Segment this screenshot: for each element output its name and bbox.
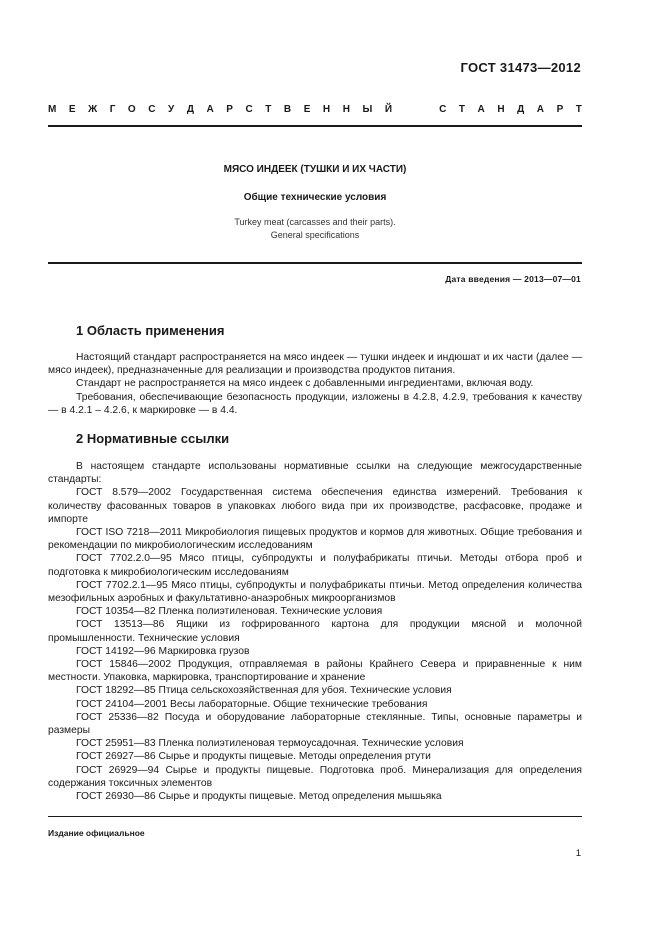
reference-item: ГОСТ 8.579—2002 Государственная система обеспечения единства измерений. Требования к количеству фасованных товаров в упаковках любого вида при их производстве, расфасовке, продаже и импорте <box>48 487 582 525</box>
reference-item: ГОСТ 7702.2.1—95 Мясо птицы, субпродукты и полуфабрикаты птичьи. Метод определения количества мезофильных аэробных и факультативно-анаэробных микроорганизмов <box>48 579 582 605</box>
reference-item: ГОСТ 24104—2001 Весы лабораторные. Общие технические требования <box>76 698 428 710</box>
banner-letter: Т <box>265 104 272 115</box>
banner-letter: С <box>439 104 447 115</box>
banner-letter: А <box>536 104 545 115</box>
reference-item: ГОСТ 13513—86 Ящики из гофрированного картона для продукции мясной и молочной промышленности. Технические условия <box>48 619 582 644</box>
banner-letter: Р <box>226 104 233 115</box>
page-number: 1 <box>575 848 581 859</box>
section-1-body <box>48 351 582 417</box>
introduction-date: Дата введения — 2013—07—01 <box>445 274 581 284</box>
paragraph: В настоящем стандарте использованы нормативные ссылки на следующие межгосударственные стандарты: <box>48 461 582 486</box>
reference-item: ГОСТ ISO 7218—2011 Микробиология пищевых продуктов и кормов для животных. Общие требования и рекомендации по микробиологическим исследованиям <box>48 527 582 552</box>
banner-letter: Д <box>517 104 525 115</box>
reference-item: ГОСТ 26929—94 Сырье и продукты пищевые. Подготовка проб. Минерализация для определения содержания токсичных элементов <box>48 764 582 789</box>
banner-letter: Ы <box>362 104 373 115</box>
banner-letter: Т <box>458 104 465 115</box>
banner-letter: Е <box>303 104 311 115</box>
document-title: МЯСО ИНДЕЕК (ТУШКИ И ИХ ЧАСТИ) <box>223 164 407 175</box>
section-1-heading: 1 Область применения <box>76 323 225 338</box>
banner-letter: Д <box>186 104 194 115</box>
banner-letter: Й <box>384 104 393 115</box>
banner-letter: А <box>477 104 485 115</box>
banner-letter: Е <box>68 104 76 115</box>
paragraph: Требования, обеспечивающие безопасность продукции, изложены в 4.2.8, 4.2.9, требования к качеству — в 4.2.1 – 4.2.6, к маркировке — в 4.4. <box>48 391 582 416</box>
section-2-body <box>48 460 582 803</box>
banner-letter: У <box>168 104 175 115</box>
banner-letter: Ж <box>88 104 98 115</box>
banner-letter: Т <box>575 104 582 115</box>
banner-letter: С <box>245 104 253 115</box>
banner-gap <box>405 104 427 115</box>
document-subtitle: Общие технические условия <box>243 192 387 203</box>
top-divider <box>48 125 582 127</box>
reference-item: ГОСТ 26927—86 Сырье и продукты пищевые. Методы определения ртути <box>76 751 431 763</box>
document-number: ГОСТ 31473—2012 <box>460 60 581 75</box>
reference-item: ГОСТ 25951—83 Пленка полиэтиленовая термоусадочная. Технические условия <box>76 738 464 750</box>
reference-item: ГОСТ 7702.2.0—95 Мясо птицы, субпродукты и полуфабрикаты птичьи. Методы отбора проб и подготовка к микробиологическим исследованиям <box>48 553 582 578</box>
paragraph: Стандарт не распространяется на мясо индеек с добавленными ингредиентами, включая воду. <box>76 378 534 390</box>
reference-item: ГОСТ 14192—96 Маркировка грузов <box>76 645 250 657</box>
banner-letter: Н <box>497 104 505 115</box>
banner-letter: О <box>127 104 136 115</box>
reference-item: ГОСТ 25336—82 Посуда и оборудование лабораторные стеклянные. Типы, основные параметры и размеры <box>48 711 582 737</box>
reference-item: ГОСТ 10354—82 Пленка полиэтиленовая. Технические условия <box>76 606 383 618</box>
standard-type-banner <box>48 104 582 115</box>
reference-item: ГОСТ 26930—86 Сырье и продукты пищевые. Метод определения мышьяка <box>76 791 442 803</box>
reference-item: ГОСТ 18292—85 Птица сельскохозяйственная для убоя. Технические условия <box>76 685 452 697</box>
reference-item: ГОСТ 15846—2002 Продукция, отправляемая в районы Крайнего Севера и приравненные к ним местности. Упаковка, маркировка, транспортирование и хранение <box>48 659 582 684</box>
english-title-line-2: General specifications <box>270 230 360 240</box>
title-divider <box>48 262 582 264</box>
banner-letter: Н <box>342 104 350 115</box>
edition-label: Издание официальное <box>48 828 145 838</box>
banner-letter: В <box>283 104 292 115</box>
banner-letter: Р <box>556 104 564 115</box>
banner-letter: М <box>48 104 57 115</box>
banner-letter: А <box>206 104 214 115</box>
banner-letter: Г <box>109 104 116 115</box>
banner-letter: Н <box>322 104 331 115</box>
section-2-heading: 2 Нормативные ссылки <box>76 431 230 446</box>
banner-letter: С <box>148 104 156 115</box>
english-title-line-1: Turkey meat (carcasses and their parts). <box>234 217 396 227</box>
footer-divider <box>48 816 582 817</box>
paragraph: Настоящий стандарт распространяется на мясо индеек — тушки индеек и индюшат и их части (далее — мясо индеек), предназначенные для реализации и производства продуктов питания. <box>48 352 582 377</box>
